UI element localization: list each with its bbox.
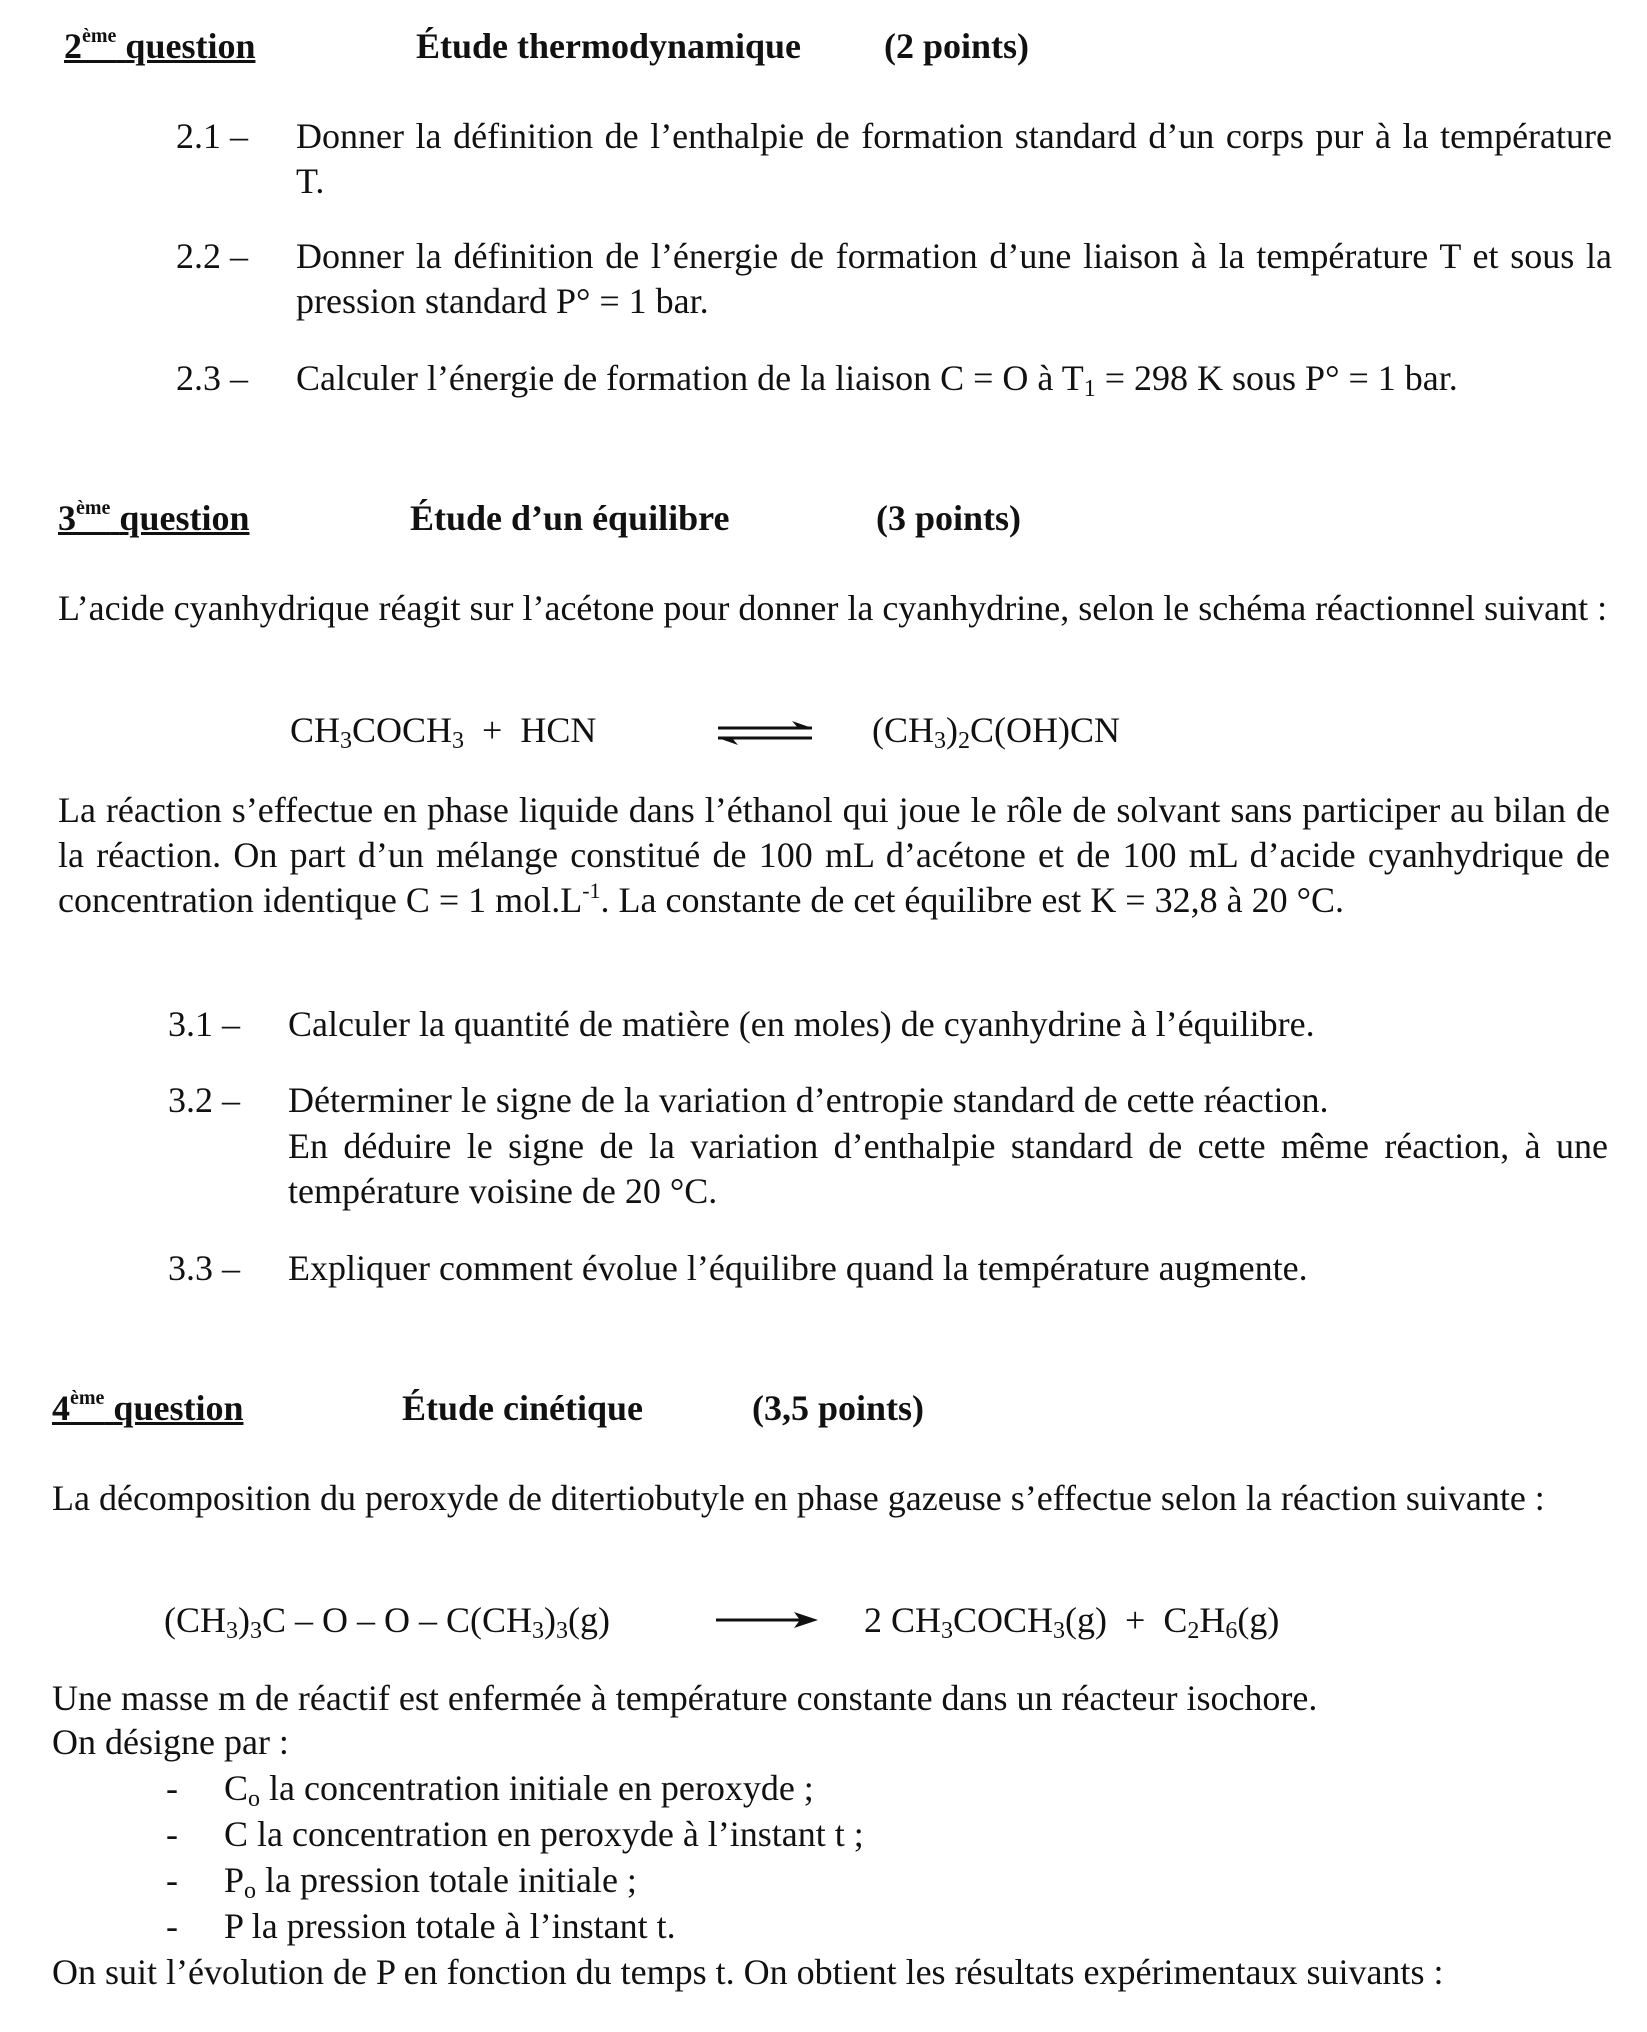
item-text: Donner la définition de l’enthalpie de formation standard d’un corps pur à la température T. bbox=[296, 116, 1612, 201]
q4-title: Étude cinétique bbox=[402, 1388, 644, 1428]
q4-equation-reactant: $(CH_3)_3C$ – O – O – $C(CH_3)_3(g)$ bbox=[164, 1600, 611, 1644]
q3-number: 3ème question bbox=[58, 497, 250, 538]
q2-points: (2 points) bbox=[884, 26, 1030, 66]
item-text: Calculer la quantité de matière (en moles) de cyanhydrine à l’équilibre. bbox=[288, 1004, 1315, 1044]
item-number: 3.3 – bbox=[168, 1248, 240, 1288]
item-text: Calculer l’énergie de formation de la liaison C = O à $T_1 = 298$ K sous P° = 1 bar. bbox=[296, 358, 1458, 402]
q2-header bbox=[64, 24, 255, 69]
q3-title: Étude d’un équilibre bbox=[410, 498, 730, 538]
item-number: 3.2 – bbox=[168, 1080, 240, 1120]
item-text: Expliquer comment évolue l’équilibre quand la température augmente. bbox=[288, 1248, 1308, 1288]
q3-points: (3 points) bbox=[876, 498, 1022, 538]
q4-equation-products: 2 $CH_3COCH_3(g) + C_2H_6(g)$ bbox=[864, 1600, 1280, 1644]
equilibrium-arrows-icon bbox=[712, 716, 818, 750]
q4-last-line: On suit l’évolution de P en fonction du temps t. On obtient les résultats expérimentaux suivants : bbox=[52, 1952, 1444, 1992]
q4-line-2: On désigne par : bbox=[52, 1722, 289, 1762]
item-number: 2.3 – bbox=[176, 358, 248, 398]
item-number: 3.1 – bbox=[168, 1004, 240, 1044]
item-text: Donner la définition de l’énergie de formation d’une liaison à la température T et sous la pression standard P° = 1 bar. bbox=[296, 236, 1612, 321]
q4-number: 4ème question bbox=[52, 1387, 244, 1428]
q2-title: Étude thermodynamique bbox=[416, 26, 802, 66]
q3-equation-reactants: $CH_3COCH_3$ + HCN bbox=[290, 710, 597, 754]
item-text: Déterminer le signe de la variation d’entropie standard de cette réaction. bbox=[288, 1080, 1329, 1120]
q4-line-1: Une masse m de réactif est enfermée à température constante dans un réacteur isochore. bbox=[52, 1678, 1318, 1718]
reaction-arrow-icon bbox=[712, 1608, 822, 1632]
item-number: 2.1 – bbox=[176, 116, 248, 156]
item-text-continued: En déduire le signe de la variation d’enthalpie standard de cette même réaction, à une température voisine de 20 °C. bbox=[288, 1126, 1608, 1211]
exam-page: 2ème question Étude thermodynamique (2 points) 2.1 – Donner la définition de l’enthalpie de formation standard d’un corps pur à la température T. 2.2 – Donner la définition de l’énergie de formation d’une liaison à la température T et sous la pression standard P° = 1 bar. 2.3 – Calculer l’énergie de formation de la liaison C = O à $T_1 = 298$ K sous P° = 1 bar. 3ème question Étude d’un équilibre (3 points) L’acide cyanhydrique réagit sur l’acétone pour donner la cyanhydrine, selon le schéma réactionnel suivant : $CH_3COCH_3$ + HCN $(CH_3)_2C(OH)CN$ La réaction s’effectue en phase liquide dans l’éthanol qui joue le rôle de solvant sans participer au bilan de la réaction. On part d’un mélange constitué de 100 mL d’acétone et de 100 mL d’acide cyanhydrique de concentration identique C = 1 $mol.L^{-1}$. La constante de cet équilibre est K = 32,8 à 20 °C. 3.1 – Calculer la quantité de matière (en moles) de cyanhydrine à l’équilibre. 3.2 – Déterminer le signe de la variation d’entropie standard de cette réaction. En déduire le signe de la variation d’enthalpie standard de cette même réaction, à une température voisine de 20 °C. 3.3 – Expliquer comment évolue l’équilibre quand la température augmente. 4ème question Étude cinétique (3,5 points) La décomposition du peroxyde de ditertiobutyle en phase gazeuse s’effectue selon la réaction suivante : $(CH_3)_3C$ – O – O – $C(CH_3)_3(g)$ 2 $CH_3COCH_3(g) + C_2H_6(g)$ Une masse m de réactif est enfermée à température constante dans un réacteur isochore. On désigne par : - $C_o$ la concentration initiale en peroxyde ; - C la concentration en peroxyde à l’instant t ; - $P_o$ la pression totale initiale ; - P la pression totale à l’instant t. On suit l’évolution de P en fonction du temps t. On obtient les résultats expérimentaux suivants : bbox=[0, 0, 1647, 2032]
q4-intro: La décomposition du peroxyde de ditertiobutyle en phase gazeuse s’effectue selon la réaction suivante : bbox=[52, 1478, 1545, 1518]
item-number: 2.2 – bbox=[176, 236, 248, 276]
q4-header bbox=[52, 1386, 243, 1431]
q3-intro: L’acide cyanhydrique réagit sur l’acétone pour donner la cyanhydrine, selon le schéma réactionnel suivant : bbox=[58, 588, 1608, 628]
q3-header bbox=[58, 496, 249, 541]
q3-equation-product: $(CH_3)_2C(OH)CN$ bbox=[872, 710, 1120, 754]
q3-paragraph: La réaction s’effectue en phase liquide dans l’éthanol qui joue le rôle de solvant sans participer au bilan de la réaction. On part d’un mélange constitué de 100 mL d’acétone et de 100 mL d’acide cyanhydrique de concentration identique C = 1 $mol.L^{-1}$. La constante de cet équilibre est K = 32,8 à 20 °C. bbox=[58, 790, 1610, 920]
q4-points: (3,5 points) bbox=[752, 1388, 925, 1428]
q2-number: 2ème question bbox=[64, 25, 256, 66]
